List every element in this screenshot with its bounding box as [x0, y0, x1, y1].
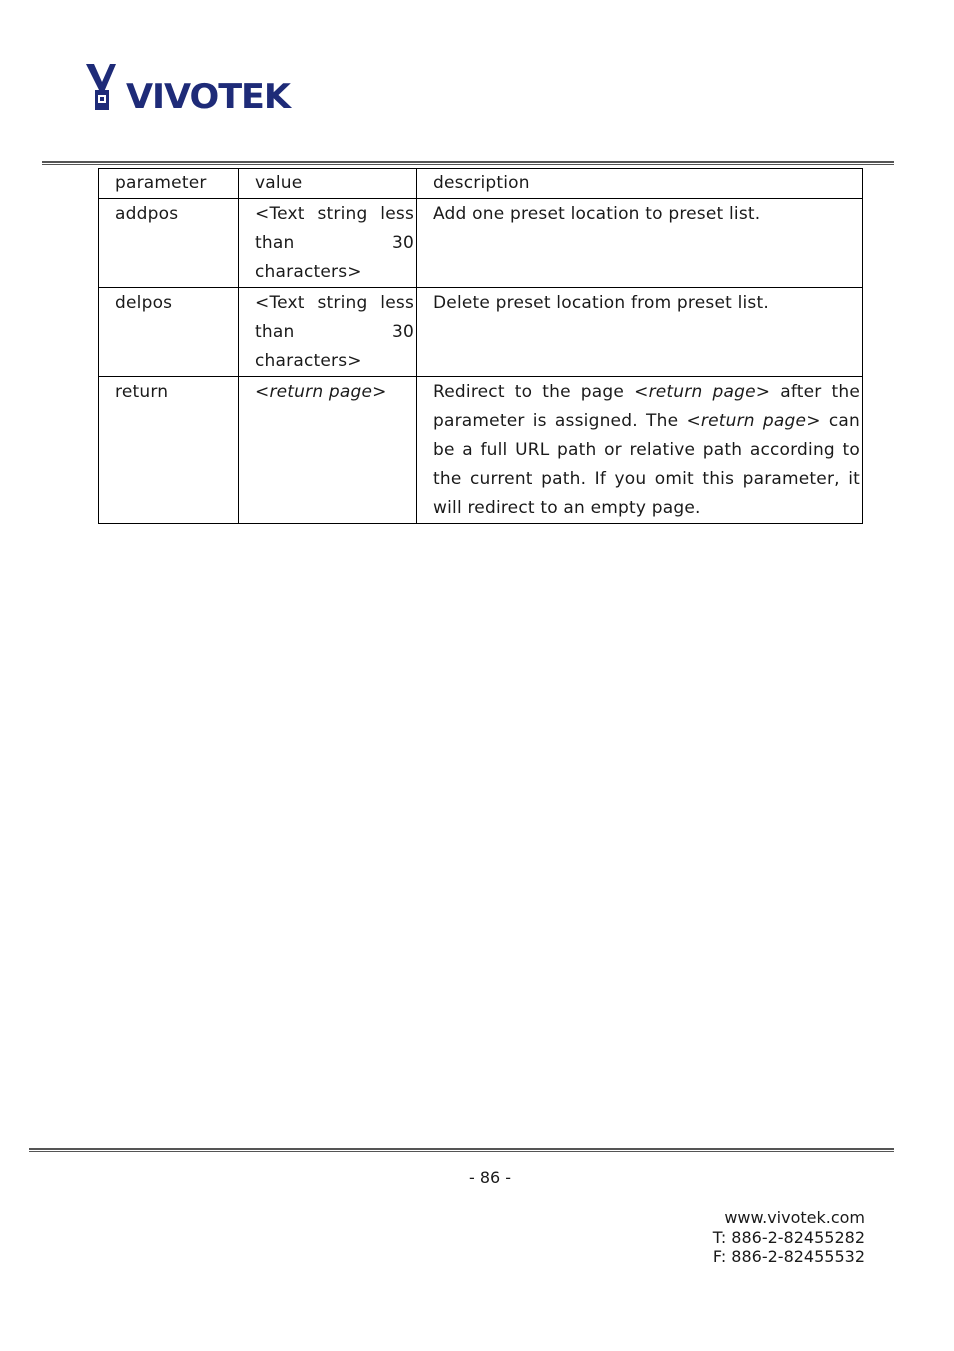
svg-text:VIVOTEK: VIVOTEK [126, 77, 293, 114]
footer-divider [29, 1148, 894, 1152]
value-line: <Text string less [255, 293, 414, 313]
description-italic: <return page> [686, 411, 821, 431]
cell-parameter: return [99, 377, 239, 524]
parameter-table [98, 168, 863, 524]
value-line: characters> [255, 262, 362, 282]
header-divider [42, 161, 894, 165]
contact-info [713, 1208, 865, 1267]
value-line: characters> [255, 351, 362, 371]
description-text: after the parameter is assigned. The [433, 382, 860, 431]
description-text: Redirect to the page [433, 382, 635, 402]
website-link[interactable]: www.vivotek.com [724, 1208, 865, 1227]
vivotek-logo [84, 62, 294, 114]
logo-mark-icon [86, 64, 116, 110]
column-header-value: value [239, 169, 417, 199]
value-italic: <return page> [255, 382, 387, 402]
table-header-row [99, 169, 863, 199]
cell-description [417, 377, 863, 524]
value-line: than 30 [255, 322, 414, 342]
cell-value [239, 377, 417, 524]
column-header-parameter: parameter [99, 169, 239, 199]
page-number: - 86 - [468, 1168, 512, 1187]
column-header-description: description [417, 169, 863, 199]
cell-parameter: delpos [99, 288, 239, 377]
cell-parameter: addpos [99, 199, 239, 288]
cell-value [239, 199, 417, 288]
description-text: can be a full URL path or relative path according to the current path. If you omit this parameter, it will redirect to an empty page. [433, 411, 860, 518]
fax-number: F: 886-2-82455532 [712, 1247, 865, 1266]
cell-value [239, 288, 417, 377]
description-italic: <return page> [634, 382, 771, 402]
cell-description: Delete preset location from preset list. [417, 288, 863, 377]
table-row [99, 199, 863, 288]
phone-number: T: 886-2-82455282 [712, 1227, 865, 1247]
value-line: than 30 [255, 233, 414, 253]
table-row [99, 288, 863, 377]
table-row [99, 377, 863, 524]
cell-description: Add one preset location to preset list. [417, 199, 863, 288]
value-line: <Text string less [255, 204, 414, 224]
